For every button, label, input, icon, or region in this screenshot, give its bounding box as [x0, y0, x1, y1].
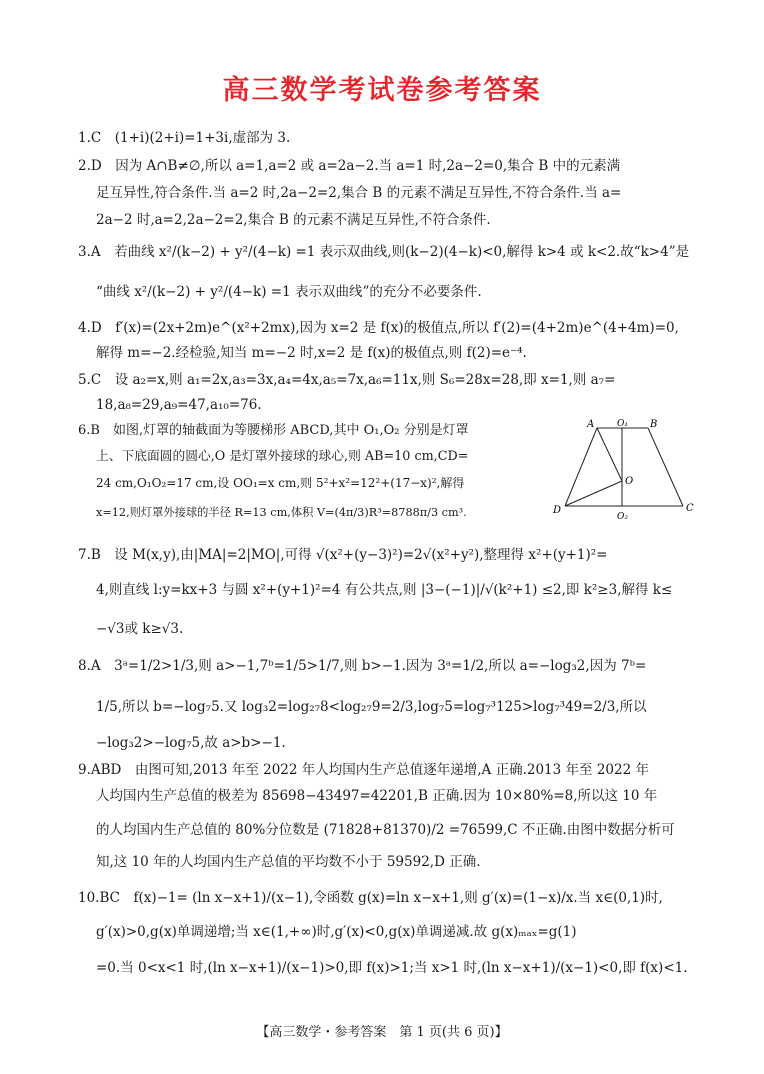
answer-9-line-4: 知,这 10 年的人均国内生产总值的平均数不小于 59592,D 正确.: [96, 854, 481, 870]
answer-1: 1.C (1+i)(2+i)=1+3i,虚部为 3.: [78, 130, 291, 146]
answer-6-line-2: 上、下底面圆的圆心,O 是灯罩外接球的球心,则 AB=10 cm,CD=: [96, 449, 469, 464]
answer-10-line-3: =0.当 0<x<1 时,(ln x−x+1)/(x−1)>0,即 f(x)>1;当 x>1 时,(ln x−x+1)/(x−1)<0,即 f(x)<1.: [96, 960, 688, 976]
answer-5-line-2: 18,a₈=29,a₉=47,a₁₀=76.: [96, 397, 262, 413]
answer-2-line-2: 足互异性,符合条件.当 a=2 时,2a−2=2,集合 B 的元素不满足互异性,不符合条件.当 a=: [96, 185, 622, 201]
trapezoid-right-edge: [648, 428, 683, 506]
answer-7-line-1: 7.B 设 M(x,y),由|MA|=2|MO|,可得 √(x²+(y−3)²)=2√(x²+y²),整理得 x²+(y+1)²=: [78, 547, 608, 563]
label-o: O: [625, 476, 634, 487]
label-o1: O₁: [617, 419, 628, 429]
trapezoid-figure: [550, 418, 700, 528]
answer-6-line-3: 24 cm,O₁O₂=17 cm,设 OO₁=x cm,则 5²+x²=12²+(17−x)²,解得: [96, 476, 465, 490]
answer-2-line-3: 2a−2 时,a=2,2a−2=2,集合 B 的元素不满足互异性,不符合条件.: [96, 212, 491, 228]
answer-5-line-1: 5.C 设 a₂=x,则 a₁=2x,a₃=3x,a₄=4x,a₅=7x,a₆=11x,则 S₆=28x=28,即 x=1,则 a₇=: [78, 372, 616, 388]
answer-8-line-1: 8.A 3ᵃ=1/2>1/3,则 a>−1,7ᵇ=1/5>1/7,则 b>−1.因为 3ᵃ=1/2,所以 a=−log₃2,因为 7ᵇ=: [78, 658, 647, 674]
answer-4-line-2: 解得 m=−2.经检验,知当 m=−2 时,x=2 是 f(x)的极值点,则 f(2)=e⁻⁴.: [96, 345, 527, 361]
answer-2-line-1: 2.D 因为 A∩B≠∅,所以 a=1,a=2 或 a=2a−2.当 a=1 时,2a−2=0,集合 B 中的元素满: [78, 158, 621, 174]
answer-3-line-2: “曲线 x²/(k−2) + y²/(4−k) =1 表示双曲线”的充分不必要条件.: [96, 284, 482, 300]
label-b: B: [650, 419, 658, 430]
page-title: 高三数学考试卷参考答案: [222, 75, 542, 106]
page-footer: 【高三数学・参考答案 第 1 页(共 6 页)】: [256, 1025, 508, 1040]
answer-6-line-1: 6.B 如图,灯罩的轴截面为等腰梯形 ABCD,其中 O₁,O₂ 分别是灯罩: [78, 423, 469, 438]
label-d: D: [553, 505, 562, 516]
answer-9-line-2: 人均国内生产总值的极差为 85698−43497=42201,B 正确.因为 10×80%=8,所以这 10 年: [96, 788, 658, 804]
label-c: C: [686, 503, 694, 514]
answer-8-line-3: −log₃2>−log₇5,故 a>b>−1.: [96, 735, 286, 751]
answer-7-line-2: 4,则直线 l:y=kx+3 与圆 x²+(y+1)²=4 有公共点,则 |3−(−1)|/√(k²+1) ≤2,即 k²≥3,解得 k≤: [96, 582, 673, 598]
answer-10-line-1: 10.BC f(x)−1= (ln x−x+1)/(x−1),令函数 g(x)=ln x−x+1,则 g′(x)=(1−x)/x.当 x∈(0,1)时,: [78, 890, 663, 906]
answer-10-line-2: g′(x)>0,g(x)单调递增;当 x∈(1,+∞)时,g′(x)<0,g(x)单调递减.故 g(x)ₘₐₓ=g(1): [96, 924, 577, 940]
answer-9-line-3: 的人均国内生产总值的 80%分位数是 (71828+81370)/2 =76599,C 不正确.由图中数据分析可: [96, 822, 675, 838]
answer-6-line-4: x=12,则灯罩外接球的半径 R=13 cm,体积 V=(4π/3)R³=8788π/3 cm³.: [96, 506, 467, 519]
answer-7-line-3: −√3或 k≥√3.: [96, 621, 184, 637]
label-a: A: [587, 419, 595, 430]
answer-4-line-1: 4.D f′(x)=(2x+2m)e^(x²+2mx),因为 x=2 是 f(x)的极值点,所以 f′(2)=(4+2m)e^(4+4m)=0,: [78, 320, 679, 336]
label-o2: O₂: [617, 512, 628, 522]
answer-9-line-1: 9.ABD 由图可知,2013 年至 2022 年人均国内生产总值逐年递增,A 正确.2013 年至 2022 年: [78, 762, 649, 778]
radius-o-a: [597, 428, 622, 481]
answer-8-line-2: 1/5,所以 b=−log₇5.又 log₃2=log₂₇8<log₂₇9=2/3,log₇5=log₇³125>log₇³49=2/3,所以: [96, 699, 647, 715]
answer-3-line-1: 3.A 若曲线 x²/(k−2) + y²/(4−k) =1 表示双曲线,则(k−2)(4−k)<0,解得 k>4 或 k<2.故“k>4”是: [78, 244, 690, 260]
